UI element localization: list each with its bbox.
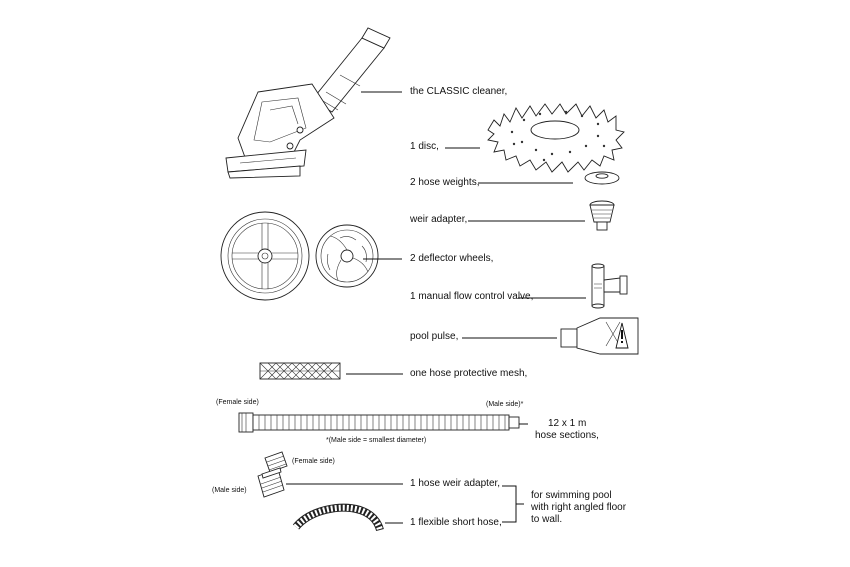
- deflector-wheels-illustration: [221, 212, 378, 300]
- disc-label: 1 disc,: [410, 141, 439, 152]
- protective-mesh-label: one hose protective mesh,: [410, 368, 528, 379]
- weir-adapter-illustration: [590, 201, 614, 230]
- hose-weights-label: 2 hose weights,: [410, 177, 480, 188]
- pool-pulse-illustration: [561, 318, 638, 354]
- hose-male-side-label: (Male side)*: [486, 401, 524, 408]
- bracket-note-line-1: for swimming pool: [531, 490, 612, 501]
- hose-sections-label: hose sections,: [535, 430, 599, 441]
- flow-control-valve-illustration: [592, 264, 627, 308]
- bracket-line: [502, 486, 516, 522]
- bracket-note-line-2: with right angled floor: [531, 502, 627, 513]
- pool-pulse-label: pool pulse,: [410, 331, 459, 342]
- disc-illustration: [488, 104, 624, 172]
- hose-male-side-footnote: *(Male side = smallest diameter): [326, 437, 427, 444]
- weir-adapter-male-side-label: (Male side): [212, 487, 247, 494]
- protective-mesh-illustration: [260, 363, 340, 379]
- hose-female-side-label: (Female side): [216, 399, 259, 406]
- deflector-wheels-label: 2 deflector wheels,: [410, 253, 494, 264]
- flexible-short-hose-illustration: [296, 508, 380, 530]
- flexible-short-hose-label: 1 flexible short hose,: [410, 517, 502, 528]
- bracket-note-line-3: to wall.: [531, 514, 563, 525]
- weir-adapter-female-side-label: (Female side): [292, 458, 335, 465]
- weir-adapter-label: weir adapter,: [410, 214, 468, 225]
- hose-weir-adapter-label: 1 hose weir adapter,: [410, 478, 501, 489]
- hose-sections-count-label: 12 x 1 m: [548, 418, 587, 429]
- hose-weight-illustration: [585, 172, 619, 184]
- hose-section-illustration: [239, 413, 519, 432]
- flow-valve-label: 1 manual flow control valve,: [410, 291, 534, 302]
- cleaner-label: the CLASSIC cleaner,: [410, 86, 508, 97]
- hose-weir-adapter-illustration: [258, 452, 287, 497]
- classic-cleaner-illustration: [226, 28, 390, 178]
